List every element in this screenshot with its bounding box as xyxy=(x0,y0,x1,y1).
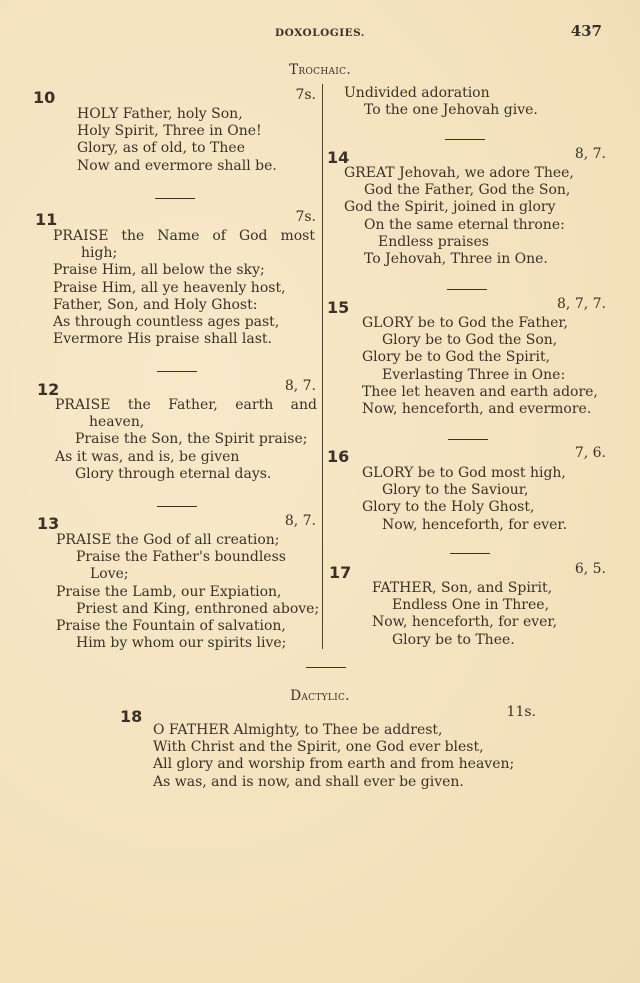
running-title: DOXOLOGIES. xyxy=(275,27,365,39)
separator-rule xyxy=(155,198,195,199)
separator-rule xyxy=(445,139,485,140)
verse-line: FATHER, Son, and Spirit, xyxy=(372,580,553,596)
hymn-meter: 6, 5. xyxy=(574,561,606,577)
separator-rule xyxy=(450,553,490,554)
hymn-number: 18 xyxy=(120,707,143,726)
verse-line: heaven, xyxy=(89,414,145,431)
verse-line: On the same eternal throne: xyxy=(364,216,565,233)
section-heading-trochaic: Trochaic. xyxy=(289,62,351,78)
verse-line: All glory and worship from earth and from heaven; xyxy=(153,756,515,773)
hymn-verse xyxy=(56,532,319,652)
hymn-number: 17 xyxy=(329,563,352,582)
verse-line: Priest and King, enthroned above; xyxy=(76,600,320,617)
hymn-verse xyxy=(362,315,598,418)
hymn-number: 10 xyxy=(33,88,56,107)
verse-line: Praise Him, all ye heavenly host, xyxy=(53,279,286,296)
hymn-verse xyxy=(55,397,317,483)
hymn-meter: 7s. xyxy=(295,209,316,225)
verse-line: Endless One in Three, xyxy=(392,597,550,614)
verse-line: Love; xyxy=(90,566,129,583)
verse-line: Praise the Lamb, our Expiation, xyxy=(56,583,282,600)
verse-line: Everlasting Three in One: xyxy=(382,366,566,383)
verse-line: Endless praises xyxy=(378,233,489,250)
verse-line: Now, henceforth, and evermore. xyxy=(362,401,592,418)
hymn-meter: 7, 6. xyxy=(574,445,606,461)
verse-line: Glory be to God the Spirit, xyxy=(362,349,551,366)
verse-line: As through countless ages past, xyxy=(53,314,280,331)
verse-line: GLORY be to God the Father, xyxy=(362,315,569,331)
hymn-verse xyxy=(344,165,574,268)
verse-line: O FATHER Almighty, to Thee be addrest, xyxy=(153,722,443,738)
verse-line: Glory be to Thee. xyxy=(392,631,515,648)
page-number: 437 xyxy=(570,22,602,40)
hymn-meter: 11s. xyxy=(506,704,536,720)
hymn-number: 16 xyxy=(327,447,350,466)
separator-rule xyxy=(306,667,346,668)
separator-rule xyxy=(157,371,197,372)
verse-line: PRAISE the God of all creation; xyxy=(56,532,280,548)
verse-line: Glory, as of old, to Thee xyxy=(77,140,245,157)
verse-line: Evermore His praise shall last. xyxy=(53,331,272,348)
section-heading-dactylic: Dactylic. xyxy=(290,688,350,704)
hymn-number: 14 xyxy=(327,148,350,167)
hymn-meter: 8, 7. xyxy=(284,378,316,394)
verse-line: To Jehovah, Three in One. xyxy=(364,251,548,268)
verse-line: Glory to the Saviour, xyxy=(382,482,529,499)
separator-rule xyxy=(448,439,488,440)
verse-line: Now, henceforth, for ever. xyxy=(382,516,568,533)
column-divider xyxy=(322,84,323,649)
hymn-meter: 8, 7. xyxy=(574,146,606,162)
verse-line: Father, Son, and Holy Ghost: xyxy=(53,296,258,313)
verse-line: With Christ and the Spirit, one God ever blest, xyxy=(153,739,484,756)
hymn-number: 12 xyxy=(37,380,60,399)
verse-line: God the Father, God the Son, xyxy=(364,182,571,199)
verse-line: Undivided adoration xyxy=(344,85,490,101)
hymn-verse xyxy=(372,580,557,649)
verse-line: As it was, and is, be given xyxy=(55,448,240,465)
verse-line: God the Spirit, joined in glory xyxy=(344,199,556,216)
verse-line: Praise the Fountain of salvation, xyxy=(56,618,286,635)
verse-line: Him by whom our spirits live; xyxy=(76,635,287,652)
verse-line: high; xyxy=(81,245,118,262)
hymn-verse-continued xyxy=(344,85,538,119)
hymn-number: 13 xyxy=(37,514,60,533)
hymn-verse xyxy=(53,228,315,348)
verse-line: GLORY be to God most high, xyxy=(362,465,566,481)
hymn-meter: 8, 7. xyxy=(284,513,316,529)
hymn-meter: 8, 7, 7. xyxy=(557,296,606,312)
verse-line: HOLY Father, holy Son, xyxy=(77,106,243,122)
verse-line: As was, and is now, and shall ever be given. xyxy=(153,773,464,790)
verse-line: Now and evermore shall be. xyxy=(77,157,277,174)
verse-line: Glory be to God the Son, xyxy=(382,332,558,349)
verse-line: To the one Jehovah give. xyxy=(364,102,538,119)
verse-line: GREAT Jehovah, we adore Thee, xyxy=(344,165,574,181)
verse-line: Glory to the Holy Ghost, xyxy=(362,499,535,516)
hymn-verse xyxy=(153,722,514,791)
hymn-verse xyxy=(77,106,277,175)
hymn-number: 11 xyxy=(35,210,58,229)
verse-line: Praise the Father's boundless xyxy=(76,549,286,566)
hymn-verse xyxy=(362,465,567,534)
verse-line: Now, henceforth, for ever, xyxy=(372,614,558,631)
verse-line: Praise Him, all below the sky; xyxy=(53,262,265,279)
verse-line: Praise the Son, the Spirit praise; xyxy=(75,431,308,448)
separator-rule xyxy=(157,506,197,507)
hymn-meter: 7s. xyxy=(295,87,316,103)
separator-rule xyxy=(447,289,487,290)
verse-line: Glory through eternal days. xyxy=(75,465,272,482)
verse-line: PRAISE the Father, earth and xyxy=(55,397,317,413)
verse-line: Thee let heaven and earth adore, xyxy=(362,383,598,400)
hymn-number: 15 xyxy=(327,298,350,317)
verse-line: PRAISE the Name of God most xyxy=(53,228,315,244)
verse-line: Holy Spirit, Three in One! xyxy=(77,123,262,140)
